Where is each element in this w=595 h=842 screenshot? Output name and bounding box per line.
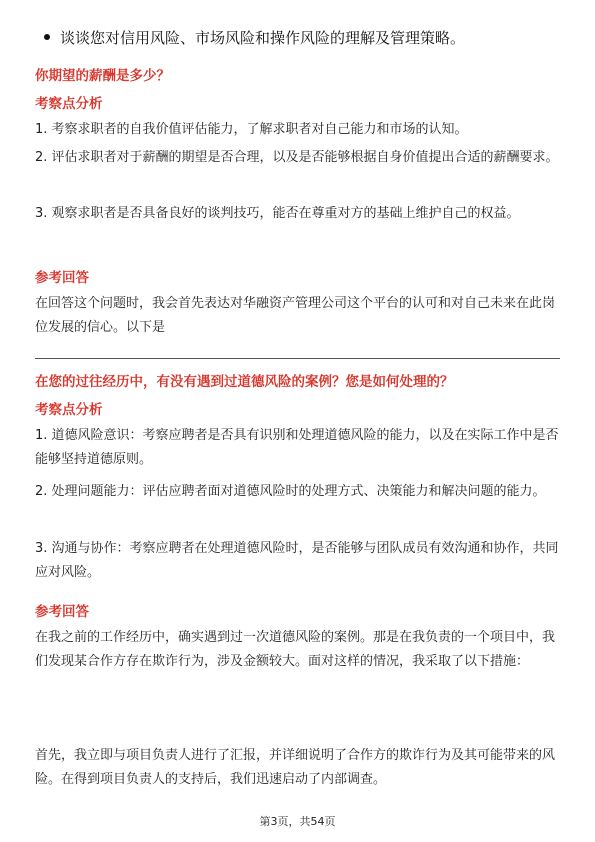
analysis-item-2-3: 3. 沟通与协作：考察应聘者在处理道德风险时，是否能够与团队成员有效沟通和协作，共同应对风险。 [35,541,559,580]
answer-text-2-paragraph-2: 首先，我立即与项目负责人进行了汇报，并详细说明了合作方的欺诈行为及其可能带来的风险。在得到项目负责人的支持后，我们迅速启动了内部调查。 [35,748,556,787]
analysis-item-2-2: 2. 处理问题能力：评估应聘者面对道德风险时的处理方式、决策能力和解决问题的能力。 [35,484,546,499]
bullet-icon [44,34,50,40]
analysis-heading-2: 考察点分析 [35,402,103,418]
question-salary: 你期望的薪酬是多少？ [35,68,170,84]
top-bullet-item [44,28,465,48]
answer-text-1: 在回答这个问题时，我会首先表达对华融资产管理公司这个平台的认可和对自己未来在此岗位发展的信心。以下是 [35,296,556,335]
answer-heading-1: 参考回答 [35,270,89,286]
top-bullet-text: 谈谈您对信用风险、市场风险和操作风险的理解及管理策略。 [60,29,466,47]
analysis-item-1-2: 2. 评估求职者对于薪酬的期望是否合理，以及是否能够根据自身价值提出合适的薪酬要求。 [35,150,559,165]
analysis-item-1-3: 3. 观察求职者是否具备良好的谈判技巧，能否在尊重对方的基础上维护自己的权益。 [35,206,520,221]
section-divider [35,358,560,359]
analysis-item-2-1: 1. 道德风险意识：考察应聘者是否具有识别和处理道德风险的能力，以及在实际工作中是否能够坚持道德原则。 [35,428,559,467]
question-moral-risk: 在您的过往经历中，有没有遇到过道德风险的案例？您是如何处理的？ [35,374,454,390]
answer-text-2-paragraph-1: 在我之前的工作经历中，确实遇到过一次道德风险的案例。那是在我负责的一个项目中，我们发现某合作方存在欺诈行为，涉及金额较大。面对这样的情况，我采取了以下措施： [35,630,556,669]
analysis-item-1-1: 1. 考察求职者的自我价值评估能力，了解求职者对自己能力和市场的认知。 [35,122,468,137]
page-number: 第3页，共54页 [259,815,336,828]
answer-heading-2: 参考回答 [35,604,89,620]
analysis-heading-1: 考察点分析 [35,96,103,112]
